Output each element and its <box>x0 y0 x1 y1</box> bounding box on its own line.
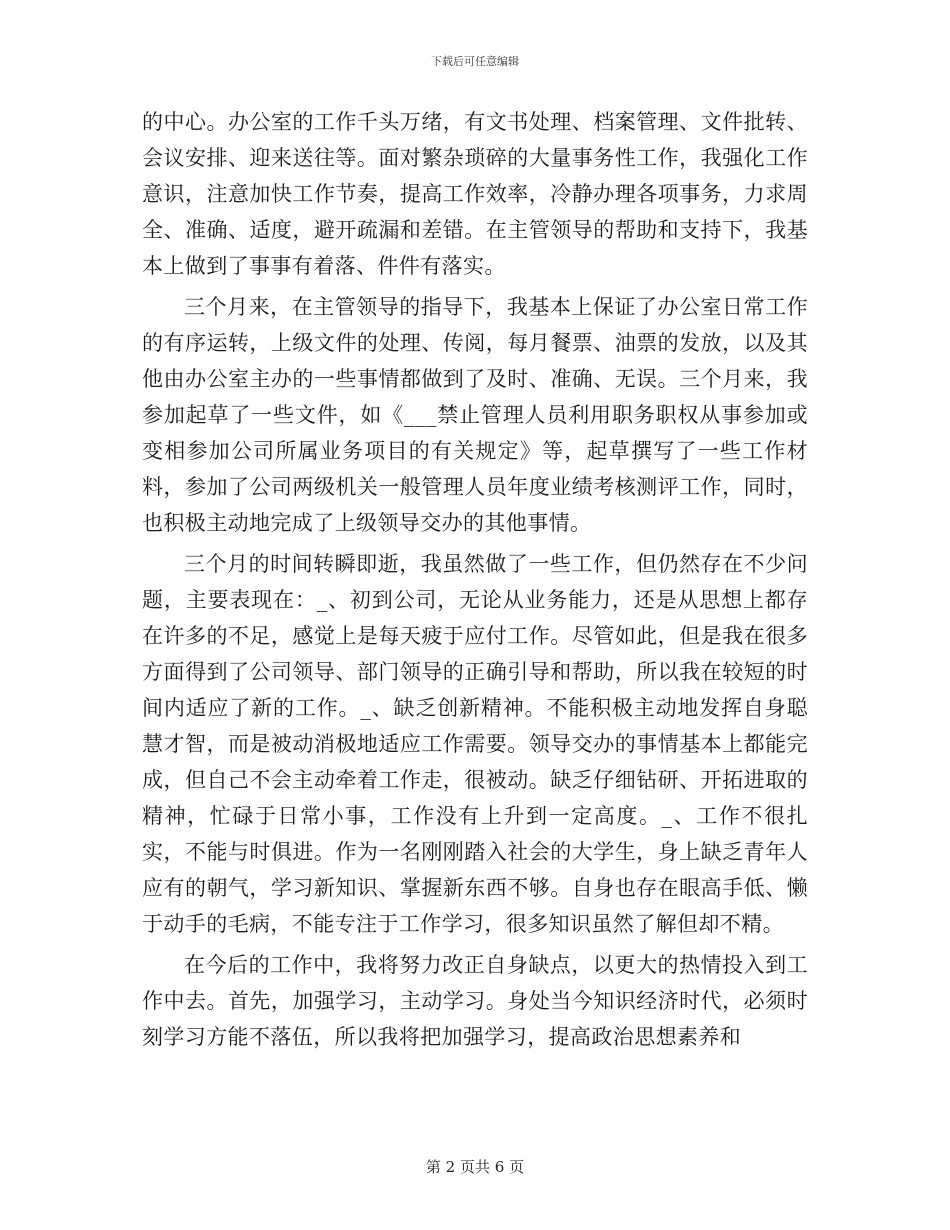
paragraph-continuation: 的中心。办公室的工作千头万绪，有文书处理、档案管理、文件批转、会议安排、迎来送往等。面对繁杂琐碎的大量事务性工作，我强化工作意识，注意加快工作节奏，提高工作效率，冷静办理各项事务，力求周全、准确、适度，避开疏漏和差错。在主管领导的帮助和支持下，我基本上做到了事事有着落、件件有落实。 <box>142 110 808 278</box>
paragraph-problems: 三个月的时间转瞬即逝，我虽然做了一些工作，但仍然存在不少问题，主要表现在：_、初到公司，无论从业务能力，还是从思想上都存在许多的不足，感觉上是每天疲于应付工作。尽管如此，但是我在很多方面得到了公司领导、部门领导的正确引导和帮助，所以我在较短的时间内适应了新的工作。_、缺乏创新精神。不能积极主动地发挥自身聪慧才智，而是被动消极地适应工作需要。领导交办的事情基本上都能完成，但自己不会主动牵着工作走，很被动。缺乏仔细钻研、开拓进取的精神，忙碌于日常小事，工作没有上升到一定高度。_、工作不很扎实，不能与时俱进。作为一名刚刚踏入社会的大学生，身上缺乏青年人应有的朝气，学习新知识、掌握新东西不够。自身也存在眼高手低、懒于动手的毛病，不能专注于工作学习，很多知识虽然了解但却不精。 <box>142 552 808 936</box>
page-header: 下载后可任意编辑 <box>431 55 519 68</box>
paragraph-future-work: 在今后的工作中，我将努力改正自身缺点，以更大的热情投入到工作中去。首先，加强学习，主动学习。身处当今知识经济时代，必须时刻学习方能不落伍，所以我将把加强学习，提高政治思想素养和 <box>142 953 808 1049</box>
paragraph-three-months: 三个月来，在主管领导的指导下，我基本上保证了办公室日常工作的有序运转，上级文件的处理、传阅，每月餐票、油票的发放，以及其他由办公室主办的一些事情都做到了及时、准确、无误。三个月来，我参加起草了一些文件，如《___禁止管理人员利用职务职权从事参加或变相参加公司所属业务项目的有关规定》等，起草撰写了一些工作材料，参加了公司两级机关一般管理人员年度业绩考核测评工作，同时，也积极主动地完成了上级领导交办的其他事情。 <box>142 295 808 535</box>
page-number: 第 2 页共 6 页 <box>425 1158 525 1176</box>
document-body <box>142 104 808 1060</box>
